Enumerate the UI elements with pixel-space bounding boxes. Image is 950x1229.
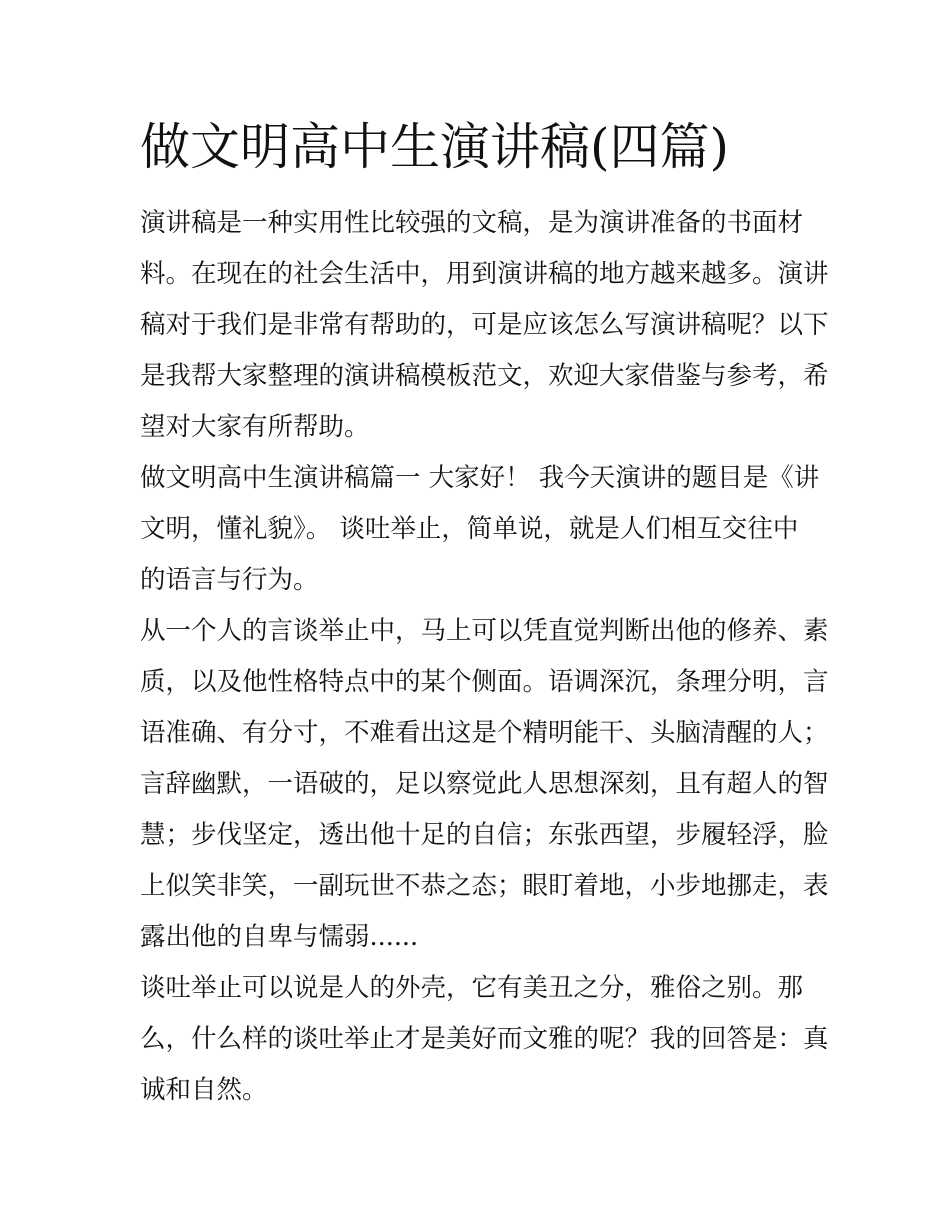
text-line: 质，以及他性格特点中的某个侧面。语调深沉，条理分明，言 xyxy=(140,667,829,697)
text-line: 的语言与行为。 xyxy=(140,565,319,595)
text-line: 望对大家有所帮助。 xyxy=(140,412,370,442)
text-line: 稿对于我们是非常有帮助的，可是应该怎么写演讲稿呢？以下 xyxy=(140,310,829,340)
text-line: 言辞幽默，一语破的，足以察觉此人思想深刻，且有超人的智 xyxy=(140,769,829,799)
text-line: 料。在现在的社会生活中，用到演讲稿的地方越来越多。演讲 xyxy=(140,259,829,289)
text-line: 慧；步伐坚定，透出他十足的自信；东张西望，步履轻浮，脸 xyxy=(140,820,829,850)
text-line: 上似笑非笑，一副玩世不恭之态；眼盯着地，小步地挪走，表 xyxy=(140,871,829,901)
document-title: 做文明高中生演讲稿(四篇) xyxy=(140,118,730,176)
text-line: 文明，懂礼貌》。 谈吐举止，简单说，就是人们相互交往中 xyxy=(140,514,799,544)
paragraph-demeanor xyxy=(140,606,829,963)
text-line: 是我帮大家整理的演讲稿模板范文，欢迎大家借鉴与参考，希 xyxy=(140,361,829,391)
text-line: 语准确、有分寸，不难看出这是个精明能干、头脑清醒的人； xyxy=(140,718,829,748)
text-line: 谈吐举止可以说是人的外壳，它有美丑之分，雅俗之别。那 xyxy=(140,973,804,1003)
text-line: 从一个人的言谈举止中，马上可以凭直觉判断出他的修养、素 xyxy=(140,616,829,646)
text-line: 露出他的自卑与懦弱...... xyxy=(140,922,419,952)
text-line: 做文明高中生演讲稿篇一 大家好！ 我今天演讲的题目是《讲 xyxy=(140,463,820,493)
paragraph-speech-opening xyxy=(140,453,820,606)
paragraph-intro xyxy=(140,198,829,453)
text-line: 么，什么样的谈吐举止才是美好而文雅的呢？我的回答是：真 xyxy=(140,1024,829,1054)
paragraph-sincerity xyxy=(140,963,829,1116)
text-line: 诚和自然。 xyxy=(140,1075,268,1105)
text-line: 演讲稿是一种实用性比较强的文稿，是为演讲准备的书面材 xyxy=(140,208,804,238)
document-body xyxy=(140,198,829,1116)
